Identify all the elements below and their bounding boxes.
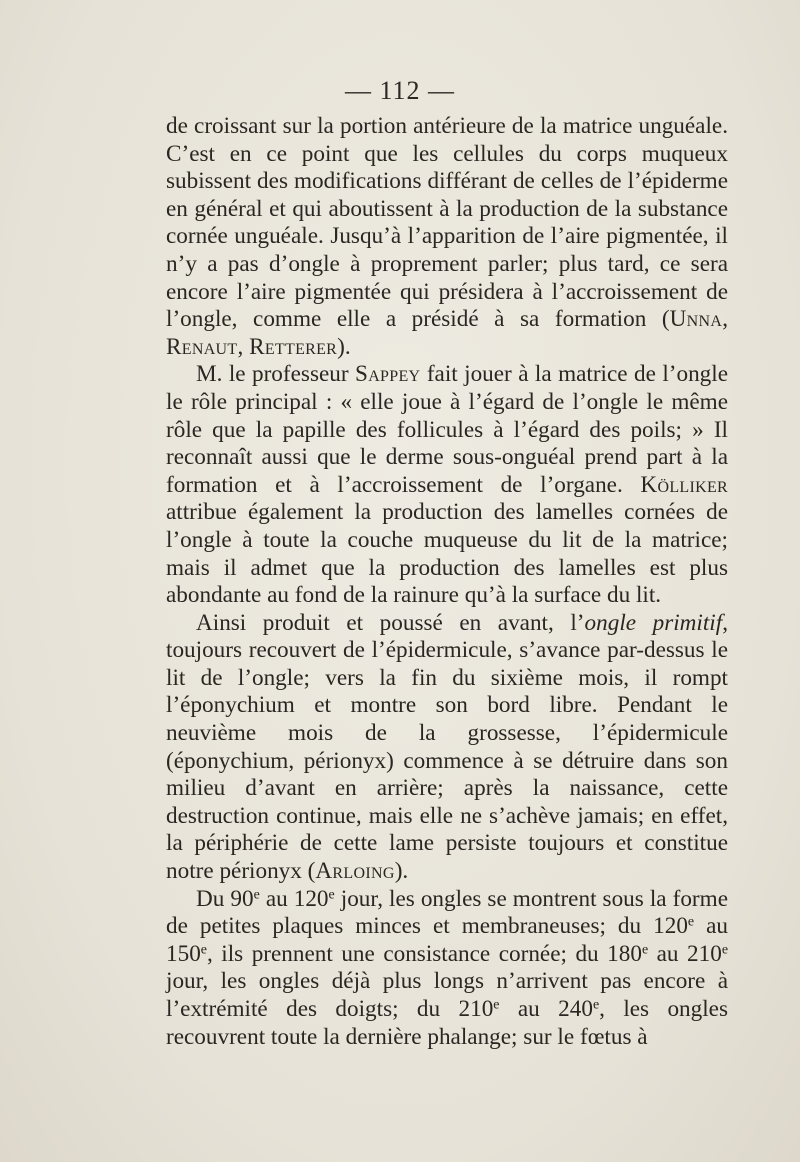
- ordinal-superscript: e: [253, 886, 260, 902]
- text-run: ,: [722, 306, 728, 333]
- text-run: jour, les ongles se montrent sous la forme de petites plaques minces et membraneuses; du 120: [166, 885, 728, 940]
- text-run: , les ongles recouvrent toute la dernière phalange; sur le fœtus à: [166, 996, 728, 1050]
- text-run: ,: [237, 333, 250, 360]
- author-name: Arloing: [315, 858, 395, 885]
- text-run: ).: [394, 858, 409, 885]
- author-name: Renaut: [166, 333, 238, 360]
- author-name: Retterer: [249, 333, 338, 360]
- ordinal-superscript: e: [641, 942, 649, 958]
- italic-term: ongle primitif: [584, 609, 723, 636]
- text-run: M. le professeur: [196, 361, 355, 388]
- text-run: de croissant sur la portion antérieure de la matrice unguéale. C’est en ce point que les cellules du corps muqueux subissent des modifications différant de celles de l’épiderme en général et qui aboutissent à la production de la substance cornée unguéale. Jusqu’à l’apparition de l’aire pigmentée, il n’y a pas d’ongle à proprement parler; plus tard, ce sera encore l’aire pigmentée qui présidera à l’accroissement de l’ongle, comme elle a présidé à sa formation (: [166, 113, 728, 333]
- text-run: attribue également la production des lamelles cornées de l’ongle à toute la couche muqueuse du lit de la matrice; mais il admet que la production des lamelles est plus abondante au fond de la rainure qu’à la surface du lit.: [166, 499, 728, 609]
- text-run: Ainsi produit et poussé en avant, l’: [196, 609, 585, 636]
- paragraph: [166, 361, 728, 609]
- ordinal-superscript: e: [687, 914, 695, 930]
- page-number-header: — 112 —: [344, 76, 456, 105]
- text-run: au 240: [499, 996, 593, 1022]
- ordinal-superscript: e: [328, 886, 335, 902]
- ordinal-superscript: e: [592, 997, 600, 1013]
- ordinal-superscript: e: [493, 997, 500, 1013]
- body-text: [166, 113, 728, 1051]
- author-name: Kölliker: [640, 471, 728, 498]
- text-run: au 210: [648, 940, 722, 967]
- ordinal-superscript: e: [200, 942, 207, 958]
- author-name: Unna: [669, 306, 723, 333]
- author-name: Sappey: [355, 361, 421, 388]
- paragraph: [166, 113, 728, 361]
- text-run: au 150: [166, 913, 729, 967]
- text-run: ).: [337, 333, 351, 360]
- ordinal-superscript: e: [721, 942, 729, 958]
- text-run: , ils prennent une consistance cornée; du 180: [206, 940, 642, 967]
- paragraph: [166, 610, 728, 886]
- text-run: au 120: [259, 885, 329, 912]
- text-run: fait jouer à la matrice de l’ongle le rôle principal : « elle joue à l’égard de l’ongle le même rôle que la papille des follicules à l’égard des poils; » Il reconnaît aussi que le derme sous-onguéal prend part à la formation et à l’accroissement de l’organe.: [166, 361, 728, 498]
- text-run: jour, les ongles déjà plus longs n’arrivent pas encore à l’extrémité des doigts; du 210: [166, 968, 728, 1022]
- text-run: Du 90: [196, 885, 254, 912]
- text-run: , toujours recouvert de l’épidermicule, s’avance par-dessus le lit de l’ongle; vers la fin du sixième mois, il rompt l’éponychium et montre son bord libre. Pendant le neuvième mois de la grossesse, l’épidermicule (éponychium, périonyx) commence à se détruire dans son milieu d’avant en arrière; après la naissance, cette destruction continue, mais elle ne s’achève jamais; en effet, la périphérie de cette lame persiste toujours et constitue notre périonyx (: [166, 609, 728, 885]
- paragraph: [166, 886, 728, 1052]
